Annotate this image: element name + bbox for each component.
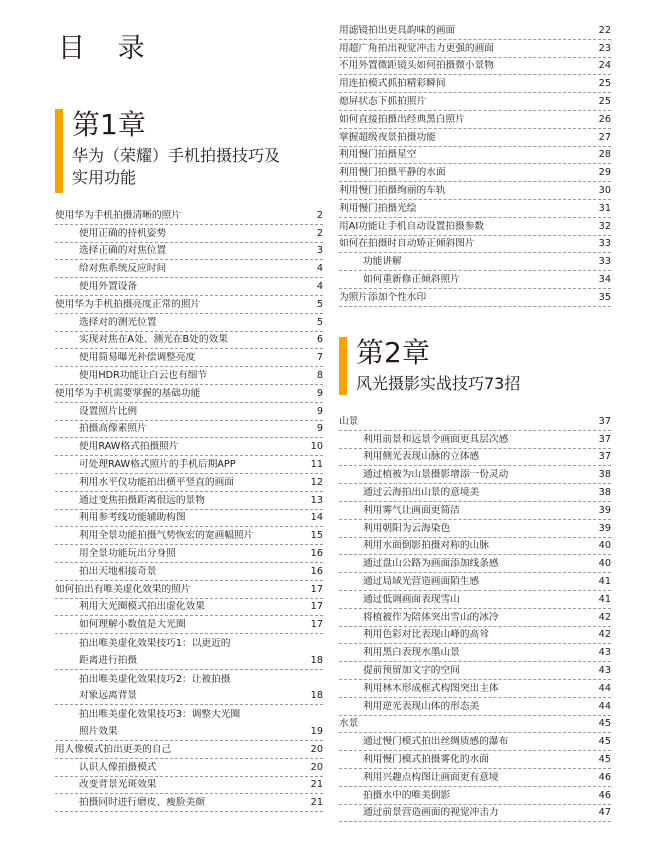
toc-entry[interactable] — [339, 466, 611, 484]
chapter-1-title-line1: 华为（荣耀）手机拍摄技巧及 — [72, 146, 281, 165]
toc-entry-page: 5 — [316, 316, 323, 328]
toc-entry[interactable] — [55, 510, 323, 528]
toc-entry-page: 46 — [598, 771, 611, 783]
toc-entry-title: 利用参考线功能辅助构图 — [79, 512, 186, 524]
toc-entry-page: 4 — [316, 280, 323, 292]
toc-entry[interactable] — [339, 680, 611, 698]
toc-entry[interactable] — [339, 662, 611, 680]
toc-entry-page: 21 — [310, 797, 323, 809]
toc-entry-title: 使用简易曝光补偿调整亮度 — [79, 352, 196, 364]
toc-entry-page: 17 — [310, 619, 323, 631]
toc-entry-title: 拍摄同时进行磨皮、瘦脸美颜 — [79, 797, 205, 809]
toc-entry[interactable] — [55, 456, 323, 474]
toc-entry-title: 使用华为手机拍摄清晰的照片 — [55, 209, 181, 221]
toc-entry-title: 用全景功能玩出分身照 — [79, 547, 176, 559]
toc-entry-title: 通过植被为山景摄影增添一份灵动 — [363, 469, 509, 481]
toc-right-bottom-list — [339, 413, 611, 822]
toc-entry-page: 38 — [598, 469, 611, 481]
toc-entry[interactable] — [55, 332, 323, 350]
toc-entry-page: 3 — [316, 245, 323, 257]
toc-entry-page: 21 — [310, 779, 323, 791]
toc-entry-page: 33 — [598, 238, 611, 250]
toc-entry-title: 实现对焦在A处、测光在B处的效果 — [79, 334, 228, 346]
toc-entry-title: 距离进行拍摄 — [79, 654, 138, 666]
toc-entry-title: 功能讲解 — [363, 256, 402, 268]
toc-entry-title: 如何理解小数值是大光圈 — [79, 619, 186, 631]
toc-entry-title: 通过云海拍出山景的意境美 — [363, 486, 480, 498]
toc-entry[interactable] — [55, 243, 323, 261]
toc-entry-title: 用连拍模式抓拍精彩瞬间 — [339, 78, 446, 90]
toc-entry-title: 通过慢门模式拍出丝绸质感的瀑布 — [363, 736, 509, 748]
toc-entry-page: 25 — [598, 95, 611, 107]
toc-entry-page: 25 — [598, 78, 611, 90]
toc-entry[interactable] — [339, 502, 611, 520]
toc-entry-title: 利用侧光表现山脉的立体感 — [363, 451, 480, 463]
toc-entry[interactable] — [55, 314, 323, 332]
toc-entry[interactable] — [339, 164, 611, 182]
toc-entry[interactable] — [339, 716, 611, 734]
toc-entry[interactable] — [55, 225, 323, 243]
toc-entry-title: 选择对的测光位置 — [79, 316, 157, 328]
toc-entry[interactable] — [55, 474, 323, 492]
toc-entry-page: 39 — [598, 504, 611, 516]
toc-entry-title: 如何直接拍摄出经典黑白照片 — [339, 113, 465, 125]
toc-entry-title: 给对焦系统反应时间 — [79, 263, 167, 275]
toc-entry-title: 利用朝阳为云海染色 — [363, 522, 451, 534]
toc-entry-page: 18 — [310, 690, 323, 702]
toc-entry[interactable] — [55, 688, 323, 706]
toc-entry-page: 35 — [598, 291, 611, 303]
toc-entry-title: 利用黑白表现水墨山景 — [363, 647, 460, 659]
toc-entry-title: 利用水面倒影拍摄对称的山脉 — [363, 540, 489, 552]
toc-entry[interactable] — [339, 751, 611, 769]
toc-entry[interactable] — [55, 438, 323, 456]
toc-entry[interactable] — [55, 492, 323, 510]
toc-entry[interactable] — [339, 93, 611, 111]
toc-entry-title: 利用林木形成框式构图突出主体 — [363, 682, 499, 694]
toc-entry-page: 31 — [598, 202, 611, 214]
toc-entry-title: 用超广角拍出视觉冲击力更强的画面 — [339, 42, 494, 54]
toc-entry[interactable] — [55, 367, 323, 385]
toc-entry-title: 选择正确的对焦位置 — [79, 245, 167, 257]
toc-entry[interactable] — [55, 385, 323, 403]
toc-entry[interactable] — [339, 253, 611, 271]
toc-entry[interactable] — [55, 260, 323, 278]
toc-entry-title: 通过低调画面表现雪山 — [363, 593, 460, 605]
toc-entry[interactable] — [55, 278, 323, 296]
chapter-1-header — [55, 109, 280, 193]
toc-entry-title: 通过盘山公路为画面添加线条感 — [363, 558, 499, 570]
toc-entry-title: 利用前景和远景令画面更具层次感 — [363, 433, 509, 445]
toc-entry[interactable] — [55, 616, 323, 634]
toc-entry-title: 使用华为手机拍摄亮度正常的照片 — [55, 298, 201, 310]
toc-entry-page: 39 — [598, 522, 611, 534]
toc-entry-title: 利用雾气让画面更简洁 — [363, 504, 460, 516]
toc-entry-title: 认识人像拍摄模式 — [79, 761, 157, 773]
toc-entry[interactable] — [339, 787, 611, 805]
toc-entry[interactable] — [339, 200, 611, 218]
toc-entry[interactable] — [339, 733, 611, 751]
toc-entry-page: 29 — [598, 167, 611, 179]
toc-entry-page: 17 — [310, 601, 323, 613]
toc-entry[interactable] — [339, 555, 611, 573]
toc-entry[interactable] — [55, 403, 323, 421]
toc-entry-page: 42 — [598, 629, 611, 641]
toc-entry-page: 20 — [310, 743, 323, 755]
toc-entry-page: 43 — [598, 647, 611, 659]
toc-entry-title: 山景 — [339, 415, 359, 427]
toc-entry-page: 46 — [598, 789, 611, 801]
toc-entry-title: 利用慢门拍摄平静的水面 — [339, 167, 446, 179]
toc-entry-page: 37 — [598, 415, 611, 427]
toc-entry-title: 使用HDR功能让白云也有细节 — [79, 369, 208, 381]
toc-entry[interactable] — [339, 805, 611, 823]
toc-entry-page: 9 — [316, 423, 323, 435]
toc-entry-page: 14 — [310, 512, 323, 524]
toc-entry-page: 6 — [316, 334, 323, 346]
toc-entry-title: 设置照片比例 — [79, 405, 138, 417]
toc-entry-title: 如何重新修正倾斜照片 — [363, 273, 460, 285]
toc-entry[interactable] — [339, 22, 611, 40]
toc-entry-title: 拍出唯美虚化效果技巧1：以更近的 — [79, 637, 231, 649]
toc-entry[interactable] — [339, 129, 611, 147]
toc-entry[interactable] — [55, 296, 323, 314]
toc-entry[interactable] — [55, 705, 323, 723]
toc-entry[interactable] — [339, 573, 611, 591]
toc-entry[interactable] — [339, 698, 611, 716]
toc-entry-title: 利用慢门拍摄星空 — [339, 149, 417, 161]
chapter-2-number: 第2章 — [356, 336, 430, 369]
toc-entry[interactable] — [55, 634, 323, 652]
toc-entry[interactable] — [339, 538, 611, 556]
toc-entry[interactable] — [339, 591, 611, 609]
toc-entry-page: 30 — [598, 184, 611, 196]
toc-entry-title: 不用外置微距镜头如何拍摄微小景物 — [339, 60, 494, 72]
toc-entry[interactable] — [339, 289, 611, 307]
toc-entry-title: 通过局域光营造画面陌生感 — [363, 575, 480, 587]
toc-entry-title: 通过变焦拍摄距离很远的景物 — [79, 494, 205, 506]
toc-entry-title: 利用慢门拍摄绚丽的车轨 — [339, 184, 446, 196]
toc-entry-page: 22 — [598, 24, 611, 36]
toc-entry-title: 利用水平仪功能拍出横平竖直的画面 — [79, 476, 234, 488]
toc-entry-title: 使用华为手机需要掌握的基础功能 — [55, 387, 201, 399]
toc-entry[interactable] — [55, 759, 323, 777]
toc-entry-page: 45 — [598, 718, 611, 730]
toc-entry-title: 使用外置设备 — [79, 280, 138, 292]
toc-entry-title: 拍摄水中的唯美倒影 — [363, 789, 451, 801]
toc-entry-page: 41 — [598, 593, 611, 605]
toc-entry[interactable] — [55, 421, 323, 439]
toc-entry[interactable] — [55, 545, 323, 563]
toc-entry-page: 11 — [310, 458, 323, 470]
toc-entry-title: 利用全景功能拍摄气势恢宏的宽画幅照片 — [79, 530, 254, 542]
toc-entry-title: 利用慢门拍摄光绘 — [339, 202, 417, 214]
toc-entry-page: 44 — [598, 682, 611, 694]
toc-entry-title: 使用RAW格式拍摄照片 — [79, 441, 179, 453]
toc-entry-title: 利用兴趣点构图让画面更有意境 — [363, 771, 499, 783]
toc-entry[interactable] — [339, 769, 611, 787]
toc-entry-page: 43 — [598, 664, 611, 676]
toc-entry-page: 40 — [598, 558, 611, 570]
toc-entry[interactable] — [339, 520, 611, 538]
toc-entry[interactable] — [339, 58, 611, 76]
toc-entry-title: 拍出唯美虚化效果技巧3：调整大光圈 — [79, 709, 241, 721]
toc-right-top-list — [339, 22, 611, 307]
toc-entry[interactable] — [339, 644, 611, 662]
toc-entry[interactable] — [55, 349, 323, 367]
toc-entry-page: 9 — [316, 405, 323, 417]
toc-entry-title: 改变背景光斑效果 — [79, 779, 157, 791]
toc-entry[interactable] — [55, 741, 323, 759]
toc-entry-title: 如何在拍摄时自动矫正倾斜图片 — [339, 238, 475, 250]
toc-entry-page: 23 — [598, 42, 611, 54]
toc-entry-page: 34 — [598, 273, 611, 285]
toc-entry-page: 44 — [598, 700, 611, 712]
toc-entry-title: 为照片添加个性水印 — [339, 291, 427, 303]
toc-entry-title: 用滤镜拍出更具韵味的画面 — [339, 24, 456, 36]
toc-entry[interactable] — [339, 413, 611, 431]
toc-entry-page: 17 — [310, 583, 323, 595]
toc-entry-page: 37 — [598, 451, 611, 463]
toc-entry-title: 熄屏状态下抓拍照片 — [339, 95, 427, 107]
toc-entry[interactable] — [339, 431, 611, 449]
toc-entry[interactable] — [339, 627, 611, 645]
toc-entry[interactable] — [55, 652, 323, 670]
toc-entry-page: 9 — [316, 387, 323, 399]
toc-entry-page: 37 — [598, 433, 611, 445]
toc-entry-page: 38 — [598, 486, 611, 498]
page-title: 目 录 — [58, 33, 157, 64]
toc-entry-title: 可处理RAW格式照片的手机后期APP — [79, 458, 236, 470]
toc-entry[interactable] — [339, 609, 611, 627]
toc-entry-page: 15 — [310, 530, 323, 542]
toc-entry[interactable] — [55, 527, 323, 545]
toc-entry-page: 27 — [598, 131, 611, 143]
toc-entry-title: 通过前景营造画面的视觉冲击力 — [363, 807, 499, 819]
toc-entry[interactable] — [55, 670, 323, 688]
toc-entry-page: 41 — [598, 575, 611, 587]
toc-entry-title: 照片效果 — [79, 725, 118, 737]
toc-entry[interactable] — [55, 581, 323, 599]
toc-left-list — [55, 207, 323, 812]
toc-entry-page: 47 — [598, 807, 611, 819]
toc-entry[interactable] — [55, 599, 323, 617]
toc-entry[interactable] — [339, 271, 611, 289]
toc-entry[interactable] — [339, 75, 611, 93]
chapter-2-header — [339, 337, 520, 395]
toc-entry-page: 45 — [598, 753, 611, 765]
toc-entry-page: 19 — [310, 725, 323, 737]
toc-entry-page: 13 — [310, 494, 323, 506]
toc-entry-page: 20 — [310, 761, 323, 773]
toc-entry-page: 12 — [310, 476, 323, 488]
toc-entry-page: 2 — [316, 227, 323, 239]
toc-entry[interactable] — [339, 484, 611, 502]
toc-entry-page: 42 — [598, 611, 611, 623]
toc-entry-title: 利用色彩对比表现山峰的高耸 — [363, 629, 489, 641]
toc-entry-title: 利用大光圈模式拍出虚化效果 — [79, 601, 205, 613]
toc-entry-page: 18 — [310, 654, 323, 666]
toc-entry-title: 拍摄高像素照片 — [79, 423, 147, 435]
toc-entry[interactable] — [339, 147, 611, 165]
toc-entry-title: 对象远离背景 — [79, 690, 138, 702]
toc-entry-page: 28 — [598, 149, 611, 161]
toc-entry-page: 32 — [598, 220, 611, 232]
toc-entry-title: 如何拍出有唯美虚化效果的照片 — [55, 583, 191, 595]
toc-entry-page: 26 — [598, 113, 611, 125]
toc-entry-title: 用人像模式拍出更美的自己 — [55, 743, 172, 755]
toc-entry[interactable] — [339, 40, 611, 58]
toc-entry-title: 利用慢门模式拍摄雾化的水面 — [363, 753, 489, 765]
toc-entry[interactable] — [339, 182, 611, 200]
toc-entry-title: 拍出唯美虚化效果技巧2：让被拍摄 — [79, 673, 231, 685]
toc-entry-title: 用AI功能让手机自动设置拍摄参数 — [339, 220, 485, 232]
toc-entry[interactable] — [339, 111, 611, 129]
toc-entry[interactable] — [55, 207, 323, 225]
toc-entry[interactable] — [55, 777, 323, 795]
chapter-1-title-line2: 实用功能 — [72, 168, 137, 187]
toc-entry-title: 拍出天地相接奇景 — [79, 565, 157, 577]
toc-entry-page: 16 — [310, 547, 323, 559]
toc-entry[interactable] — [339, 236, 611, 254]
toc-entry-title: 利用逆光表现山体的形态美 — [363, 700, 480, 712]
toc-entry-page: 24 — [598, 60, 611, 72]
toc-entry[interactable] — [55, 723, 323, 741]
toc-entry-title: 提前预留加文字的空间 — [363, 664, 460, 676]
chapter-2-title: 风光摄影实战技巧73招 — [356, 374, 521, 393]
toc-entry-title: 水景 — [339, 718, 359, 730]
toc-entry-page: 33 — [598, 256, 611, 268]
toc-entry-page: 7 — [316, 352, 323, 364]
toc-entry[interactable] — [339, 449, 611, 467]
toc-entry-title: 掌握超级夜景拍摄功能 — [339, 131, 436, 143]
toc-entry-page: 16 — [310, 565, 323, 577]
toc-entry-title: 将植被作为陪体突出雪山的冰冷 — [363, 611, 499, 623]
toc-entry-page: 45 — [598, 736, 611, 748]
toc-entry-page: 40 — [598, 540, 611, 552]
chapter-1-number: 第1章 — [72, 108, 146, 141]
toc-entry-page: 2 — [316, 209, 323, 221]
toc-entry-page: 4 — [316, 263, 323, 275]
toc-entry[interactable] — [55, 563, 323, 581]
toc-entry-page: 10 — [310, 441, 323, 453]
toc-entry-page: 5 — [316, 298, 323, 310]
toc-entry-title: 使用正确的持机姿势 — [79, 227, 167, 239]
toc-entry-page: 8 — [316, 369, 323, 381]
toc-entry[interactable] — [55, 794, 323, 812]
toc-entry[interactable] — [339, 218, 611, 236]
